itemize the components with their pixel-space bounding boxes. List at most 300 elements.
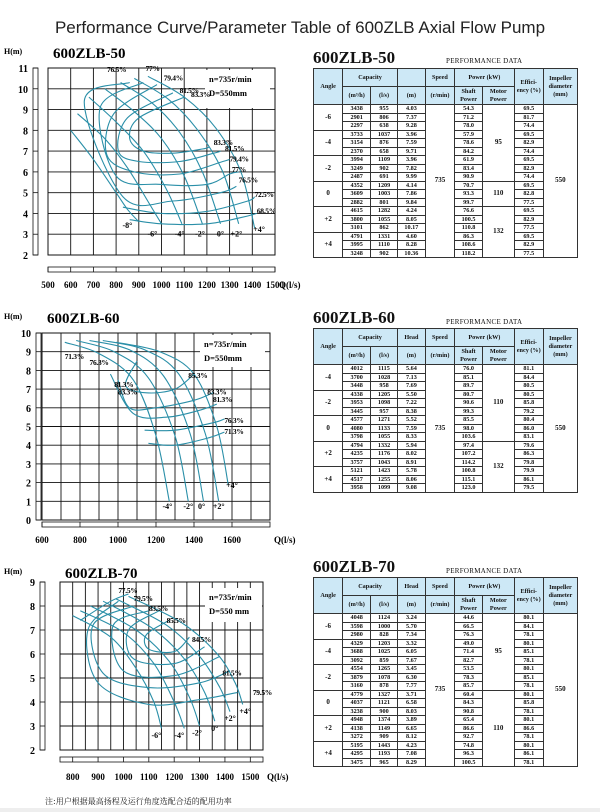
y-tick-label: 10	[18, 84, 28, 96]
head-cell: 4.14	[397, 181, 425, 190]
capacity-m3h-cell: 4615	[343, 207, 371, 216]
efficiency-cell: 69.5	[514, 156, 543, 165]
shaft-power-cell: 108.6	[455, 241, 483, 250]
angle-cell: -2	[314, 156, 343, 182]
efficiency-label: 72.5%	[254, 189, 274, 199]
capacity-m3h-cell: 3438	[343, 105, 371, 114]
shaft-power-cell: 86.6	[455, 724, 483, 733]
head-cell: 8.12	[397, 733, 425, 742]
y-tick-label: 2	[26, 478, 31, 490]
head-cell: 7.59	[397, 424, 425, 433]
y-tick-label: 1	[26, 497, 31, 509]
capacity-m3h-cell: 3733	[343, 130, 371, 139]
shaft-power-cell: 54.3	[455, 105, 483, 114]
capacity-m3h-cell: 4012	[343, 365, 371, 374]
header-speed: Speed	[425, 69, 454, 87]
chart-annotation: D=550mm	[209, 88, 247, 98]
efficiency-cell: 86.0	[514, 424, 543, 433]
shaft-power-cell: 76.3	[455, 631, 483, 640]
head-cell: 4.60	[397, 232, 425, 241]
shaft-power-cell: 103.6	[455, 433, 483, 442]
shaft-power-cell: 61.9	[455, 156, 483, 165]
capacity-m3h-cell: 3272	[343, 733, 371, 742]
efficiency-cell: 82.8	[514, 190, 543, 199]
angle-label: -2°	[183, 501, 194, 511]
header-speed-unit: (r/min)	[425, 87, 454, 105]
capacity-ls-cell: 1327	[371, 690, 398, 699]
head-cell: 9.08	[397, 484, 425, 493]
y-tick-label: 2	[23, 251, 28, 262]
shaft-power-cell: 85.5	[455, 416, 483, 425]
capacity-m3h-cell: 2901	[343, 113, 371, 122]
y-tick-label: 6	[30, 650, 35, 661]
header-row	[314, 69, 578, 87]
efficiency-label: 85.3%	[188, 370, 208, 380]
efficiency-cell: 85.8	[514, 399, 543, 408]
capacity-m3h-cell: 3248	[343, 249, 371, 258]
angle-label: -4°	[174, 731, 185, 740]
efficiency-cell: 78.1	[514, 733, 543, 742]
shaft-power-cell: 49.0	[455, 639, 483, 648]
table-row	[314, 365, 578, 374]
capacity-m3h-cell: 3800	[343, 215, 371, 224]
efficiency-label: 83.3%	[207, 387, 227, 397]
efficiency-cell: 80.5	[514, 382, 543, 391]
capacity-m3h-cell: 4080	[343, 424, 371, 433]
efficiency-cell: 84.4	[514, 373, 543, 382]
capacity-ls-cell: 1423	[371, 467, 398, 476]
head-cell: 6.05	[397, 648, 425, 657]
head-cell: 4.24	[397, 207, 425, 216]
angle-cell: +4	[314, 741, 343, 767]
angle-label: -4°	[162, 501, 173, 511]
efficiency-cell: 80.1	[514, 716, 543, 725]
y-tick-label: 6	[26, 403, 31, 415]
capacity-m3h-cell: 4352	[343, 181, 371, 190]
capacity-m3h-cell: 4138	[343, 724, 371, 733]
shaft-power-cell: 100.5	[455, 758, 483, 767]
capacity-ls-cell: 1003	[371, 190, 398, 199]
efficiency-label: 81.5%	[179, 85, 199, 95]
angle-label: +2°	[212, 501, 225, 511]
angle-cell: 0	[314, 416, 343, 442]
shaft-power-cell: 90.6	[455, 399, 483, 408]
capacity-ls-cell: 1255	[371, 475, 398, 484]
head-cell: 3.32	[397, 639, 425, 648]
shaft-power-cell: 74.8	[455, 741, 483, 750]
y-tick-label: 3	[30, 722, 35, 733]
speed-cell: 735	[425, 105, 454, 258]
efficiency-cell: 78.1	[514, 682, 543, 691]
y-tick-label: 11	[18, 64, 28, 75]
x-axis-label: Q(l/s)	[267, 772, 289, 782]
head-cell: 10.17	[397, 224, 425, 233]
angle-label: 0°	[197, 501, 206, 511]
head-cell: 8.38	[397, 407, 425, 416]
y-tick-label: 0	[26, 516, 31, 527]
capacity-ls-cell: 691	[371, 173, 398, 182]
y-tick-label: 9	[30, 578, 35, 589]
capacity-m3h-cell: 3798	[343, 433, 371, 442]
x-tick-label: 800	[65, 772, 80, 782]
capacity-ls-cell: 1037	[371, 130, 398, 139]
shaft-power-cell: 71.2	[455, 113, 483, 122]
capacity-m3h-cell: 3101	[343, 224, 371, 233]
efficiency-cell: 80.1	[514, 639, 543, 648]
capacity-m3h-cell: 2882	[343, 198, 371, 207]
header-head-unit: (m)	[397, 87, 425, 105]
efficiency-cell: 86.6	[514, 724, 543, 733]
efficiency-cell: 82.9	[514, 139, 543, 148]
y-axis-bar	[33, 68, 38, 255]
motor-power-cell: 95	[483, 105, 515, 182]
efficiency-cell: 80.1	[514, 665, 543, 674]
shaft-power-cell: 92.7	[455, 733, 483, 742]
y-tick-label: 4	[26, 441, 31, 453]
y-tick-label: 4	[23, 209, 28, 221]
x-tick-label: 500	[41, 280, 55, 290]
header-motor-power: Motor Power	[483, 596, 515, 614]
header-capacity: Capacity	[343, 578, 398, 596]
header-angle: Angle	[314, 578, 343, 614]
head-cell: 8.29	[397, 758, 425, 767]
header-efficiency: Effici- ency (%)	[514, 578, 543, 614]
x-tick-label: 1400	[243, 280, 262, 290]
shaft-power-cell: 96.3	[455, 750, 483, 759]
angle-cell: -4	[314, 365, 343, 391]
efficiency-label: 84.5%	[191, 635, 212, 644]
chart-title: 600ZLB-50	[53, 46, 126, 62]
header-impeller: Impeller diameter (mm)	[543, 69, 577, 105]
x-tick-label: 1100	[140, 772, 158, 782]
speed-cell: 735	[425, 365, 454, 493]
y-axis-label: H(m)	[4, 567, 23, 576]
y-tick-label: 10	[21, 329, 31, 340]
table-row	[314, 105, 578, 114]
header-capacity-ls: (l/s)	[371, 87, 398, 105]
capacity-ls-cell: 1055	[371, 433, 398, 442]
head-cell: 5.64	[397, 365, 425, 374]
head-cell: 5.50	[397, 390, 425, 399]
capacity-m3h-cell: 3757	[343, 458, 371, 467]
efficiency-cell: 86.3	[514, 450, 543, 459]
performance-table-600zlb-60	[313, 328, 578, 493]
capacity-ls-cell: 828	[371, 631, 398, 640]
head-cell: 7.82	[397, 164, 425, 173]
efficiency-cell: 79.8	[514, 458, 543, 467]
angle-cell: -4	[314, 639, 343, 665]
header-shaft-power: Shaft Power	[455, 347, 483, 365]
x-tick-label: 1400	[185, 535, 203, 545]
x-tick-label: 900	[132, 280, 146, 290]
x-tick-label: 600	[63, 280, 78, 290]
impeller-cell: 550	[543, 105, 577, 258]
capacity-m3h-cell: 3598	[343, 622, 371, 631]
shaft-power-cell: 86.3	[455, 232, 483, 241]
shaft-power-cell: 114.2	[455, 458, 483, 467]
capacity-m3h-cell: 3688	[343, 648, 371, 657]
capacity-ls-cell: 1149	[371, 724, 398, 733]
efficiency-label: 68.5%	[256, 206, 276, 216]
shaft-power-cell: 76.0	[455, 365, 483, 374]
header-row	[314, 578, 578, 596]
capacity-ls-cell: 806	[371, 113, 398, 122]
motor-power-cell: 110	[483, 690, 515, 767]
shaft-power-cell: 98.0	[455, 424, 483, 433]
efficiency-cell: 69.5	[514, 181, 543, 190]
efficiency-cell: 74.4	[514, 173, 543, 182]
capacity-m3h-cell: 3700	[343, 373, 371, 382]
footer-note: 注:用户根据最高扬程及运行角度选配合适的配用功率	[45, 797, 232, 806]
angle-label: -4°	[174, 229, 185, 239]
capacity-ls-cell: 1374	[371, 716, 398, 725]
capacity-m3h-cell: 2370	[343, 147, 371, 156]
bottom-bar	[0, 808, 600, 812]
shaft-power-cell: 66.5	[455, 622, 483, 631]
efficiency-label: 79.5%	[133, 594, 153, 604]
shaft-power-cell: 65.4	[455, 716, 483, 725]
x-axis-label: Q(l/s)	[274, 535, 296, 545]
angle-label: +4°	[226, 481, 238, 491]
capacity-m3h-cell: 3953	[343, 399, 371, 408]
shaft-power-cell: 53.5	[455, 665, 483, 674]
angle-label: 0°	[216, 229, 225, 239]
angle-label: -6°	[151, 731, 162, 740]
angle-label: +2°	[224, 714, 236, 724]
header-impeller: Impeller diameter (mm)	[543, 578, 577, 614]
capacity-ls-cell: 1000	[371, 622, 398, 631]
capacity-ls-cell: 876	[371, 139, 398, 148]
capacity-m3h-cell: 4329	[343, 639, 371, 648]
x-tick-label: 1200	[165, 772, 184, 782]
capacity-m3h-cell: 4517	[343, 475, 371, 484]
shaft-power-cell: 60.4	[455, 690, 483, 699]
capacity-m3h-cell: 4338	[343, 390, 371, 399]
header-angle: Angle	[314, 69, 343, 105]
head-cell: 8.28	[397, 241, 425, 250]
efficiency-cell: 80.5	[514, 390, 543, 399]
efficiency-label: 83.3%	[191, 90, 211, 100]
shaft-power-cell: 78.6	[455, 139, 483, 148]
efficiency-label: 76.5%	[107, 65, 127, 75]
header-efficiency: Effici- ency (%)	[514, 69, 543, 105]
head-cell: 3.89	[397, 716, 425, 725]
angle-cell: -6	[314, 614, 343, 640]
capacity-m3h-cell: 3092	[343, 656, 371, 665]
efficiency-cell: 78.1	[514, 758, 543, 767]
capacity-ls-cell: 1121	[371, 699, 398, 708]
y-tick-label: 7	[30, 626, 35, 637]
x-tick-label: 1200	[147, 535, 165, 545]
capacity-m3h-cell: 3879	[343, 673, 371, 682]
efficiency-cell: 74.4	[514, 147, 543, 156]
capacity-m3h-cell: 3160	[343, 682, 371, 691]
efficiency-cell: 77.5	[514, 198, 543, 207]
y-tick-label: 8	[26, 366, 31, 378]
y-tick-label: 4	[30, 698, 35, 709]
head-cell: 9.71	[397, 147, 425, 156]
header-head-unit: (m)	[397, 347, 425, 365]
efficiency-cell: 80.1	[514, 741, 543, 750]
table-subtitle: PERFORMANCE DATA	[446, 567, 523, 575]
efficiency-cell: 81.1	[514, 365, 543, 374]
angle-label: -2°	[192, 728, 202, 738]
efficiency-label: 76.3%	[224, 415, 244, 425]
y-tick-label: 9	[26, 347, 31, 359]
y-tick-label: 9	[23, 105, 28, 117]
y-tick-label: 8	[30, 602, 35, 613]
capacity-ls-cell: 1099	[371, 484, 398, 493]
head-cell: 7.22	[397, 399, 425, 408]
table-row	[314, 614, 578, 623]
chart-annotation: n=735r/min	[209, 74, 252, 84]
head-cell: 7.67	[397, 656, 425, 665]
x-tick-label: 1300	[190, 772, 209, 782]
angle-label: +4°	[239, 707, 252, 716]
impeller-cell: 550	[543, 365, 577, 493]
shaft-power-cell: 110.8	[455, 224, 483, 233]
chart-annotation: n=735r/min	[209, 592, 252, 602]
efficiency-label: 77%	[145, 64, 160, 74]
y-axis-bar	[40, 582, 45, 750]
efficiency-cell: 82.9	[514, 164, 543, 173]
chart-annotation: D=550 mm	[209, 606, 250, 616]
x-tick-label: 1000	[152, 280, 171, 290]
efficiency-cell: 86.1	[514, 750, 543, 759]
capacity-ls-cell: 900	[371, 707, 398, 716]
efficiency-cell: 85.1	[514, 648, 543, 657]
angle-label: 0°	[211, 723, 219, 733]
header-capacity-ls: (l/s)	[371, 347, 398, 365]
efficiency-label: 81.3%	[213, 395, 233, 405]
efficiency-label: 79.5%	[252, 687, 272, 697]
motor-power-cell: 110	[483, 365, 515, 442]
head-cell: 6.65	[397, 724, 425, 733]
efficiency-cell: 85.8	[514, 699, 543, 708]
speed-cell: 735	[425, 614, 454, 767]
efficiency-cell: 85.1	[514, 673, 543, 682]
header-capacity-m3h: (m³/h)	[343, 596, 371, 614]
efficiency-label: 85.5%	[166, 615, 186, 625]
capacity-ls-cell: 658	[371, 147, 398, 156]
capacity-m3h-cell: 3448	[343, 382, 371, 391]
shaft-power-cell: 82.7	[455, 656, 483, 665]
capacity-m3h-cell: 3609	[343, 190, 371, 199]
angle-label: +4°	[253, 225, 265, 235]
capacity-m3h-cell: 2487	[343, 173, 371, 182]
shaft-power-cell: 78.3	[455, 673, 483, 682]
efficiency-label: 71.3%	[64, 352, 84, 362]
x-tick-label: 1600	[223, 535, 241, 545]
capacity-m3h-cell: 4791	[343, 232, 371, 241]
efficiency-cell: 77.5	[514, 224, 543, 233]
capacity-ls-cell: 1078	[371, 673, 398, 682]
angle-cell: 0	[314, 181, 343, 207]
efficiency-label: 76.5%	[238, 175, 258, 185]
shaft-power-cell: 83.4	[455, 164, 483, 173]
header-capacity-m3h: (m³/h)	[343, 87, 371, 105]
capacity-ls-cell: 1133	[371, 424, 398, 433]
capacity-ls-cell: 1025	[371, 648, 398, 657]
head-cell: 10.36	[397, 249, 425, 258]
shaft-power-cell: 90.9	[455, 173, 483, 182]
shaft-power-cell: 85.1	[455, 373, 483, 382]
efficiency-cell: 69.5	[514, 105, 543, 114]
capacity-ls-cell: 1205	[371, 390, 398, 399]
efficiency-cell: 82.9	[514, 241, 543, 250]
x-tick-label: 1100	[175, 280, 193, 290]
capacity-ls-cell: 878	[371, 682, 398, 691]
head-cell: 8.91	[397, 458, 425, 467]
angle-cell: +2	[314, 207, 343, 233]
efficiency-cell: 78.1	[514, 656, 543, 665]
capacity-m3h-cell: 4048	[343, 614, 371, 623]
chart-600zlb-70	[0, 560, 305, 790]
capacity-ls-cell: 902	[371, 249, 398, 258]
chart-title: 600ZLB-60	[47, 311, 120, 327]
efficiency-label: 81.3%	[114, 380, 134, 390]
header-row	[314, 329, 578, 347]
angle-label: -8°	[122, 220, 133, 230]
chart-svg-600zlb-50	[0, 40, 305, 290]
y-tick-label: 3	[23, 230, 28, 242]
capacity-ls-cell: 1124	[371, 614, 398, 623]
capacity-ls-cell: 1193	[371, 750, 398, 759]
capacity-m3h-cell: 3995	[343, 241, 371, 250]
header-motor-power: Motor Power	[483, 87, 515, 105]
capacity-m3h-cell: 4295	[343, 750, 371, 759]
capacity-m3h-cell: 4948	[343, 716, 371, 725]
shaft-power-cell: 97.4	[455, 441, 483, 450]
head-cell: 4.23	[397, 741, 425, 750]
capacity-m3h-cell: 4554	[343, 665, 371, 674]
capacity-m3h-cell: 3249	[343, 164, 371, 173]
motor-power-cell: 132	[483, 441, 515, 492]
header-capacity-ls: (l/s)	[371, 596, 398, 614]
capacity-m3h-cell: 4577	[343, 416, 371, 425]
head-cell: 3.96	[397, 156, 425, 165]
capacity-ls-cell: 1331	[371, 232, 398, 241]
chart-svg-600zlb-70	[0, 560, 305, 790]
capacity-m3h-cell: 3238	[343, 707, 371, 716]
efficiency-label: 79.4%	[163, 73, 183, 83]
x-axis-label: Q(l/s)	[279, 280, 301, 290]
x-tick-label: 800	[109, 280, 123, 290]
header-head: Head	[397, 329, 425, 347]
header-speed-unit: (r/min)	[425, 596, 454, 614]
capacity-ls-cell: 1028	[371, 373, 398, 382]
capacity-ls-cell: 1176	[371, 450, 398, 459]
efficiency-cell: 69.5	[514, 130, 543, 139]
head-cell: 5.78	[397, 467, 425, 476]
capacity-m3h-cell: 3958	[343, 484, 371, 493]
chart-title: 600ZLB-70	[65, 566, 138, 582]
x-tick-label: 1400	[215, 772, 234, 782]
head-cell: 7.59	[397, 139, 425, 148]
chart-svg-600zlb-60	[0, 305, 305, 550]
capacity-ls-cell: 1098	[371, 399, 398, 408]
efficiency-cell: 79.2	[514, 407, 543, 416]
head-cell: 3.71	[397, 690, 425, 699]
y-tick-label: 7	[23, 147, 28, 159]
head-cell: 7.13	[397, 373, 425, 382]
angle-cell: +2	[314, 716, 343, 742]
efficiency-label: 83.3%	[213, 137, 233, 147]
efficiency-cell: 78.1	[514, 707, 543, 716]
capacity-ls-cell: 902	[371, 164, 398, 173]
x-tick-label: 1500	[241, 772, 260, 782]
table-subtitle: PERFORMANCE DATA	[446, 318, 523, 326]
